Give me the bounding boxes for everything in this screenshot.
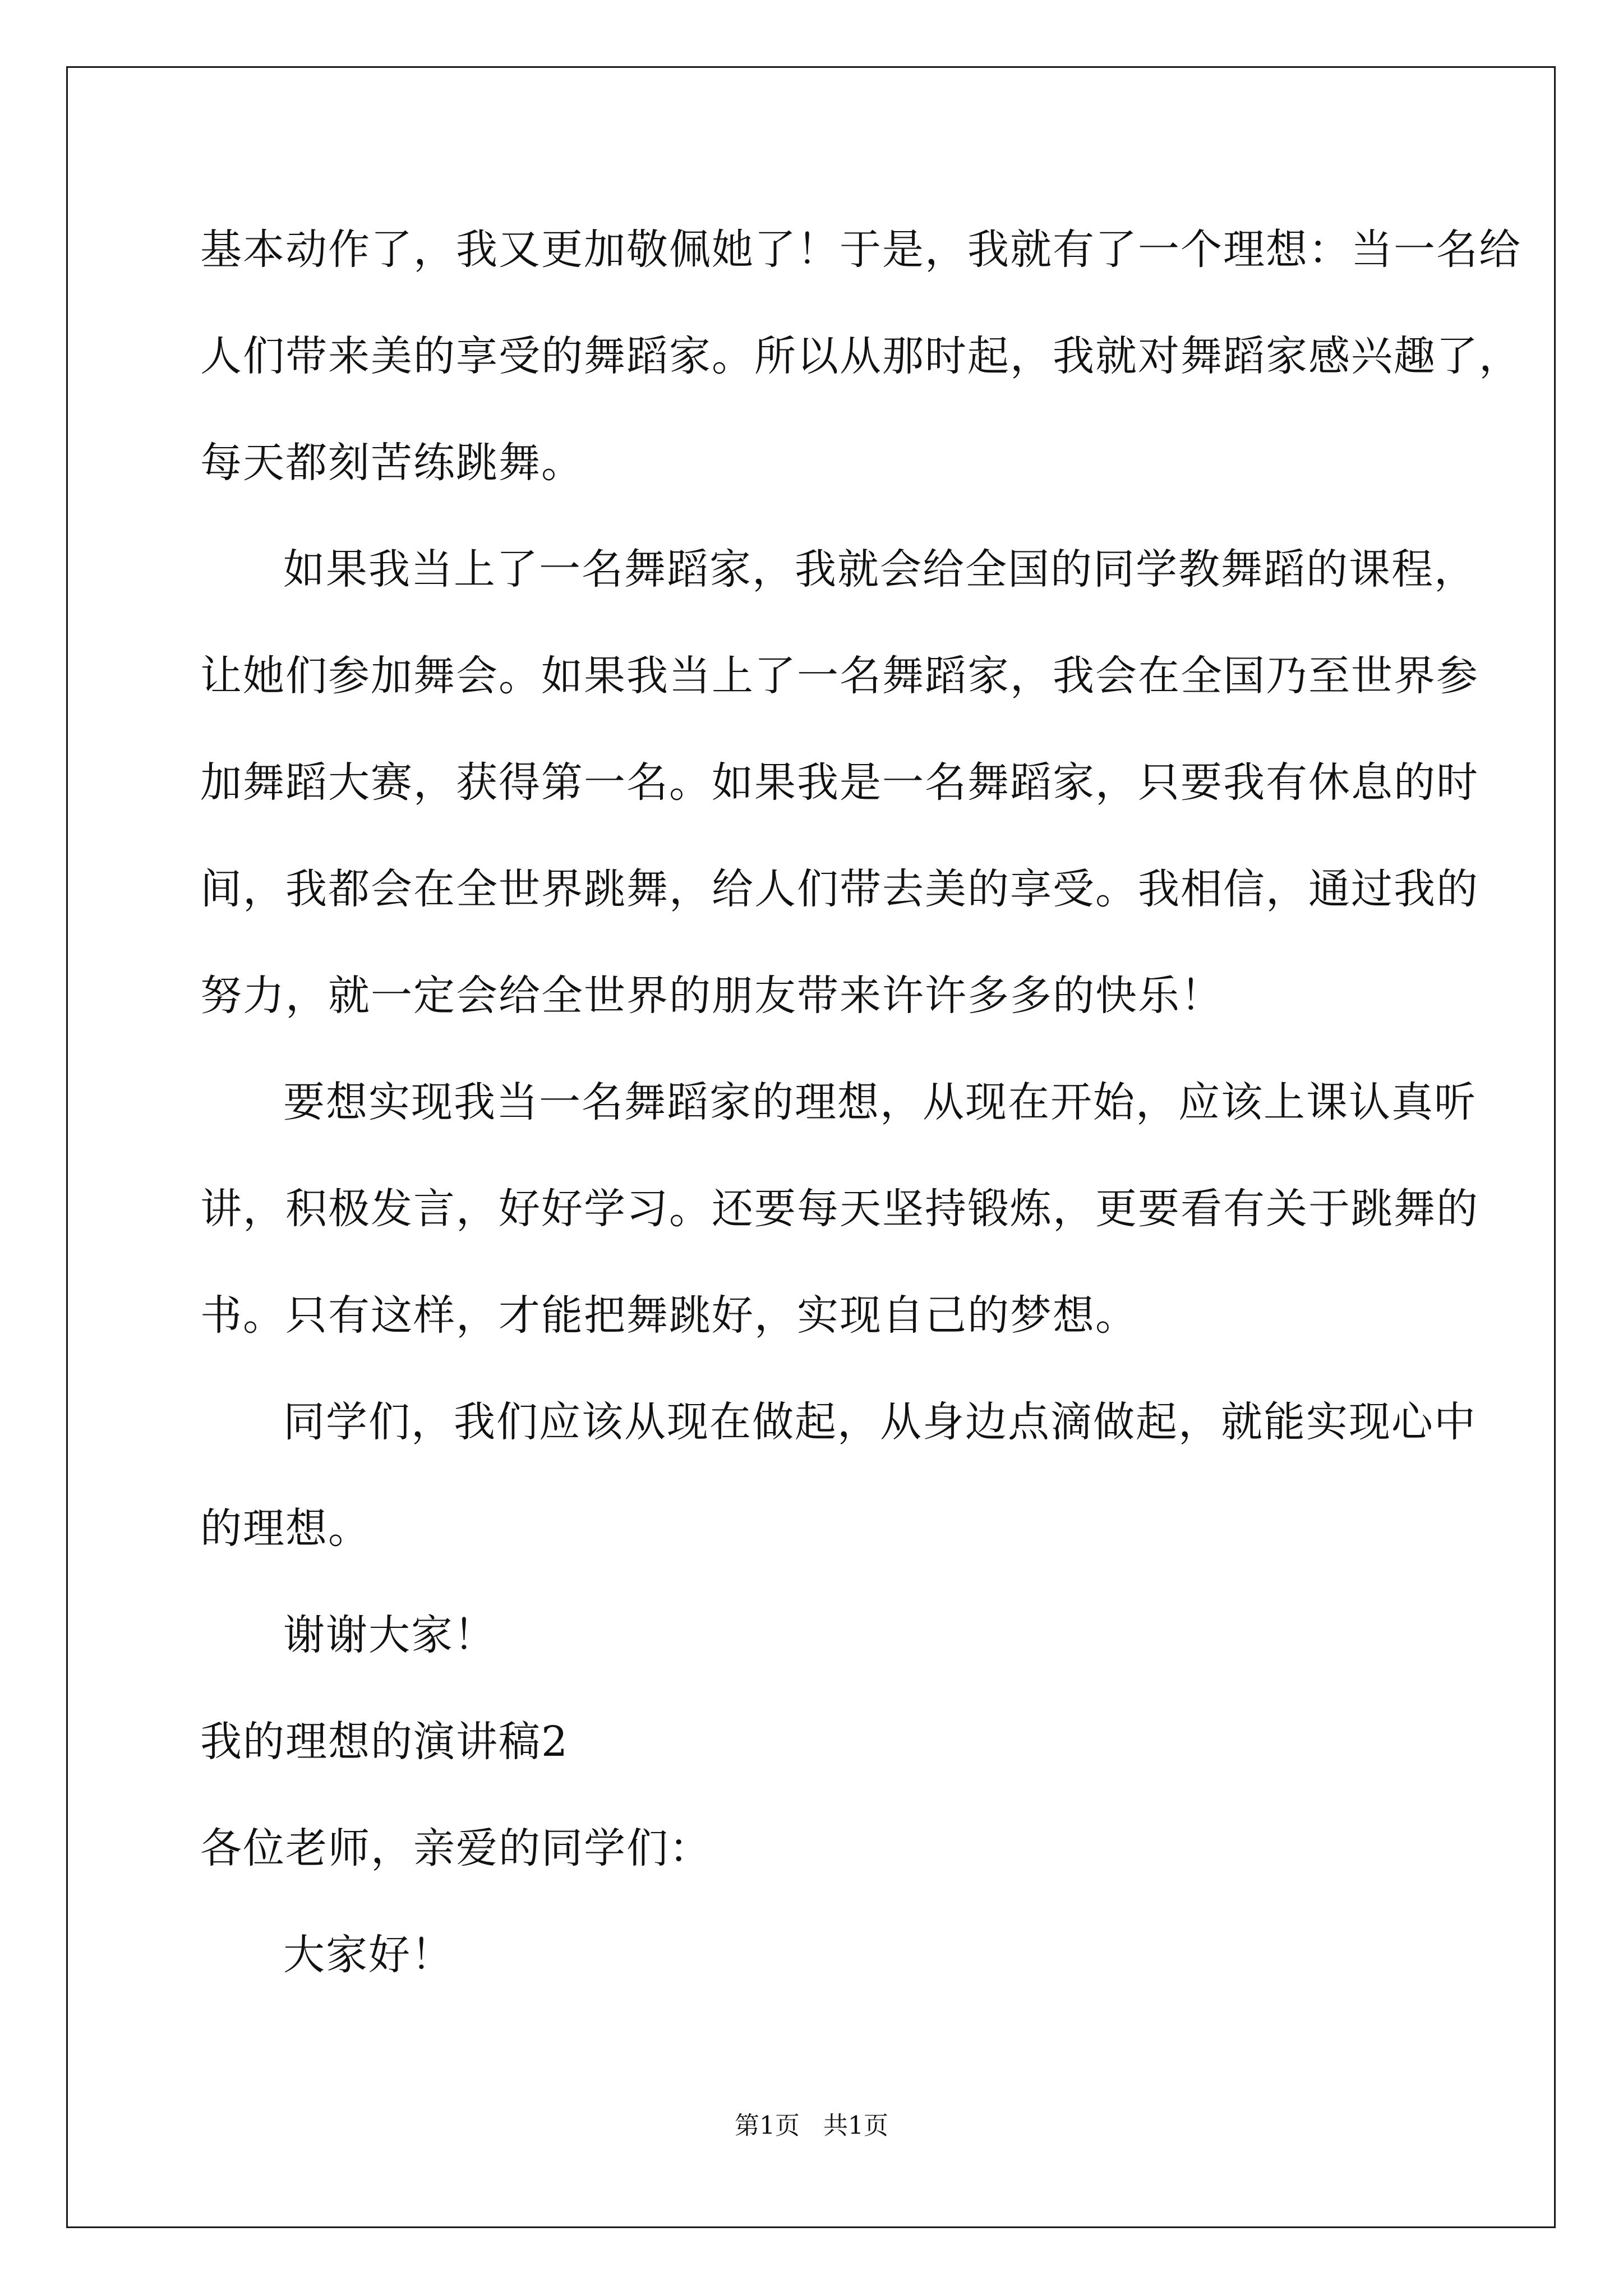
text-line: 人们带来美的享受的舞蹈家。所以从那时起，我就对舞蹈家感兴趣了， [200,332,1521,380]
text-line: 基本动作了，我又更加敬佩她了！于是，我就有了一个理想：当一名给 [200,226,1521,274]
section-title: 我的理想的演讲稿2 [200,1718,569,1766]
paragraph-start-line: 同学们，我们应该从现在做起，从身边点滴做起，就能实现心中 [283,1398,1477,1446]
text-line: 让她们参加舞会。如果我当上了一名舞蹈家，我会在全国乃至世界参 [200,652,1479,700]
text-line: 讲，积极发言，好好学习。还要每天坚持锻炼，更要看有关于跳舞的 [200,1185,1479,1233]
closing-line: 谢谢大家！ [283,1611,496,1659]
text-line: 书。只有这样，才能把舞跳好，实现自己的梦想。 [200,1291,1138,1340]
paragraph-start-line: 要想实现我当一名舞蹈家的理想，从现在开始，应该上课认真听 [283,1078,1477,1126]
text-line: 每天都刻苦练跳舞。 [200,439,584,487]
paragraph-start-line: 如果我当上了一名舞蹈家，我就会给全国的同学教舞蹈的课程， [283,545,1477,593]
text-line: 加舞蹈大赛，获得第一名。如果我是一名舞蹈家，只要我有休息的时 [200,758,1479,807]
page-frame [66,66,1556,2228]
page-number-current: 第1页 [735,2111,800,2140]
greeting-line: 大家好！ [283,1931,454,1979]
salutation-line: 各位老师，亲爱的同学们： [200,1824,712,1872]
text-line: 努力，就一定会给全世界的朋友带来许许多多的快乐！ [200,972,1223,1020]
page-footer [0,2109,1623,2143]
text-line: 的理想。 [200,1504,371,1553]
page-number-total: 共1页 [823,2111,888,2140]
text-line: 间，我都会在全世界跳舞，给人们带去美的享受。我相信，通过我的 [200,865,1479,913]
